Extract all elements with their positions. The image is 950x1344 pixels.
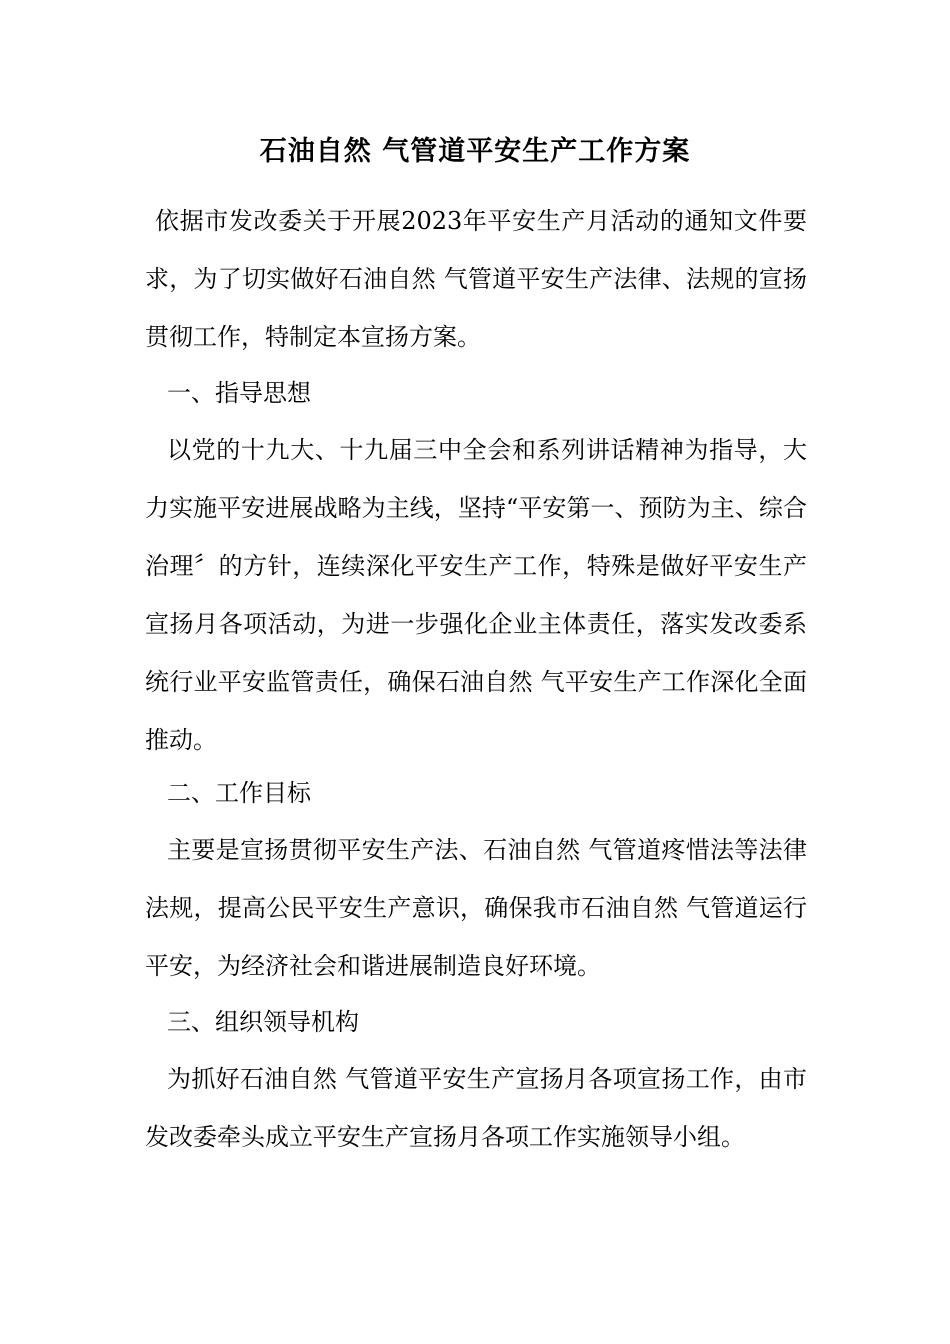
section-paragraph-work-goals: 主要是宣扬贯彻平安生产法、石油自然 气管道疼惜法等法律法规，提高公民平安生产意识，确保我市石油自然 气管道运行平安，为经济社会和谐进展制造良好环境。 <box>145 836 807 980</box>
section-heading-guiding-ideology: 一、指导思想 <box>167 379 311 407</box>
document-title: 石油自然 气管道平安生产工作方案 <box>259 136 691 167</box>
intro-paragraph: 依据市发改委关于开展2023年平安生产月活动的通知文件要求，为了切实做好石油自然 气管道平安生产法律、法规的宣扬贯彻工作，特制定本宣扬方案。 <box>145 207 807 351</box>
section-heading-work-goals: 二、工作目标 <box>167 779 311 807</box>
section-paragraph-guiding-ideology: 以党的十九大、十九届三中全会和系列讲话精神为指导，大力实施平安进展战略为主线，坚持“平安第一、预防为主、综合治理〞的方针，连续深化平安生产工作，特殊是做好平安生产宣扬月各项活动，为进一步强化企业主体责任，落实发改委系统行业平安监管责任，确保石油自然 气平安生产工作深化全面推动。 <box>145 436 807 754</box>
section-paragraph-leadership-organization: 为抓好石油自然 气管道平安生产宣扬月各项宣扬工作，由市发改委牵头成立平安生产宣扬月各项工作实施领导小组。 <box>145 1065 807 1151</box>
section-heading-leadership-organization: 三、组织领导机构 <box>167 1008 359 1036</box>
